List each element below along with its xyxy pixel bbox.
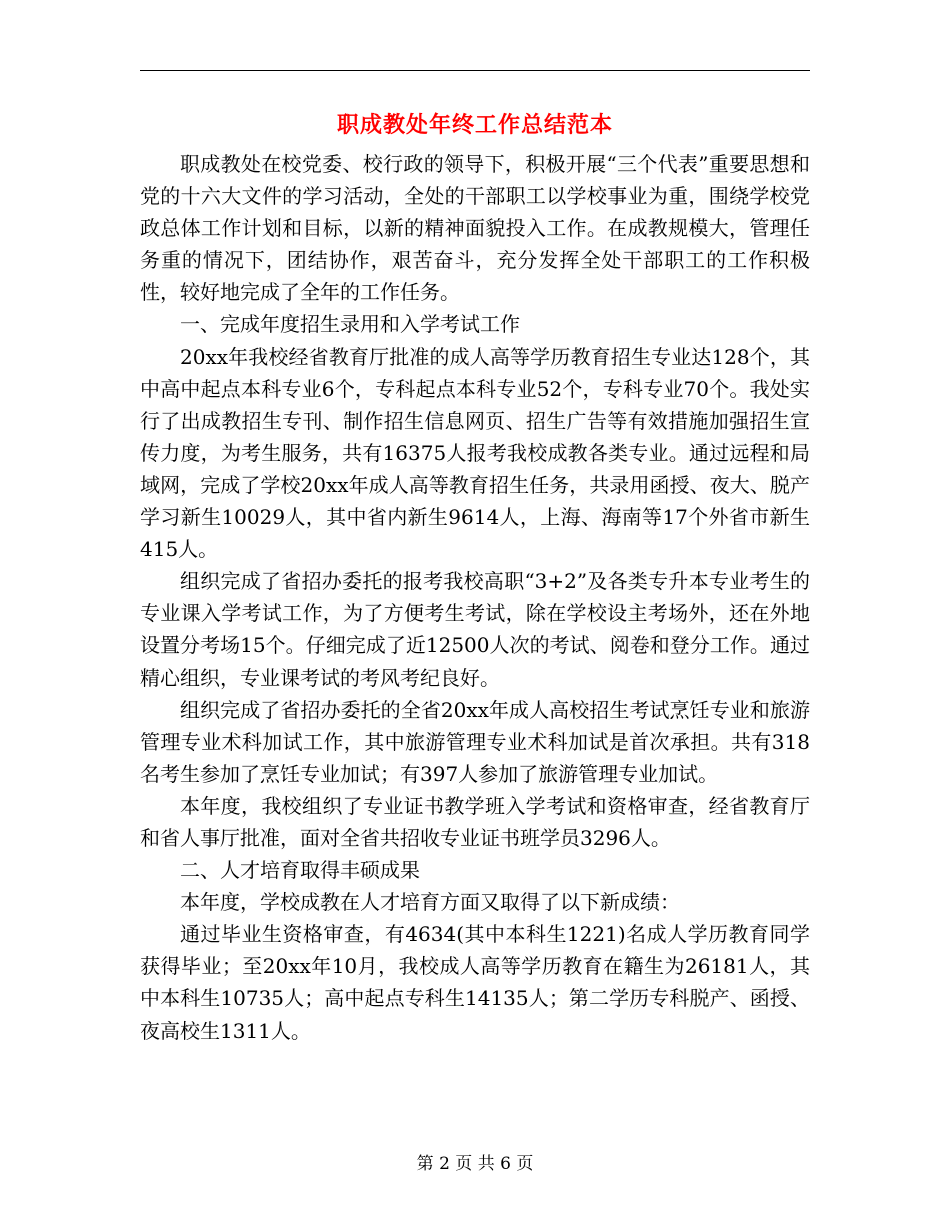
page-number: 第 2 页 共 6 页 xyxy=(416,1154,534,1174)
paragraph-skill-test: 组织完成了省招办委托的全省20xx年成人高校招生考试烹饪专业和旅游管理专业术科加试工作，其中旅游管理专业术科加试是首次承担。共有318名考生参加了烹饪专业加试；有397人参加了旅游管理专业加试。 xyxy=(140,697,810,786)
document-body xyxy=(140,148,810,1047)
paragraph-certificate-class: 本年度，我校组织了专业证书教学班入学考试和资格审查，经省教育厅和省人事厅批准，面对全省共招收专业证书班学员3296人。 xyxy=(140,793,810,850)
paragraph-graduates: 通过毕业生资格审查，有4634(其中本科生1221)名成人学历教育同学获得毕业；至20xx年10月，我校成人高等学历教育在籍生为26181人，其中本科生10735人；高中起点专科生14135人；第二学历专科脱产、函授、夜高校生1311人。 xyxy=(140,922,810,1043)
paragraph-achievements-intro: 本年度，学校成教在人才培育方面又取得了以下新成绩： xyxy=(180,890,680,915)
section-heading-talent: 二、人才培育取得丰硕成果 xyxy=(180,858,420,883)
section-heading-enrollment: 一、完成年度招生录用和入学考试工作 xyxy=(180,312,520,337)
paragraph-intro: 职成教处在校党委、校行政的领导下，积极开展“三个代表”重要思想和党的十六大文件的学习活动，全处的干部职工以学校事业为重，围绕学校党政总体工作计划和目标，以新的精神面貌投入工作。在成教规模大，管理任务重的情况下，团结协作，艰苦奋斗，充分发挥全处干部职工的工作积极性，较好地完成了全年的工作任务。 xyxy=(140,152,810,305)
paragraph-entrance-exam: 组织完成了省招办委托的报考我校高职“3+2”及各类专升本专业考生的专业课入学考试工作，为了方便考生考试，除在学校设主考场外，还在外地设置分考场15个。仔细完成了近12500人次的考试、阅卷和登分工作。通过精心组织，专业课考试的考风考纪良好。 xyxy=(140,569,810,690)
paragraph-enrollment: 20xx年我校经省教育厅批准的成人高等学历教育招生专业达128个，其中高中起点本科专业6个，专科起点本科专业52个，专科专业70个。我处实行了出成教招生专刊、制作招生信息网页、招生广告等有效措施加强招生宣传力度，为考生服务，共有16375人报考我校成教各类专业。通过远程和局域网，完成了学校20xx年成人高等教育招生任务，共录用函授、夜大、脱产学习新生10029人，其中省内新生9614人，上海、海南等17个外省市新生415人。 xyxy=(140,344,810,562)
document-title: 职成教处年终工作总结范本 xyxy=(336,112,613,138)
header-rule xyxy=(140,70,810,71)
